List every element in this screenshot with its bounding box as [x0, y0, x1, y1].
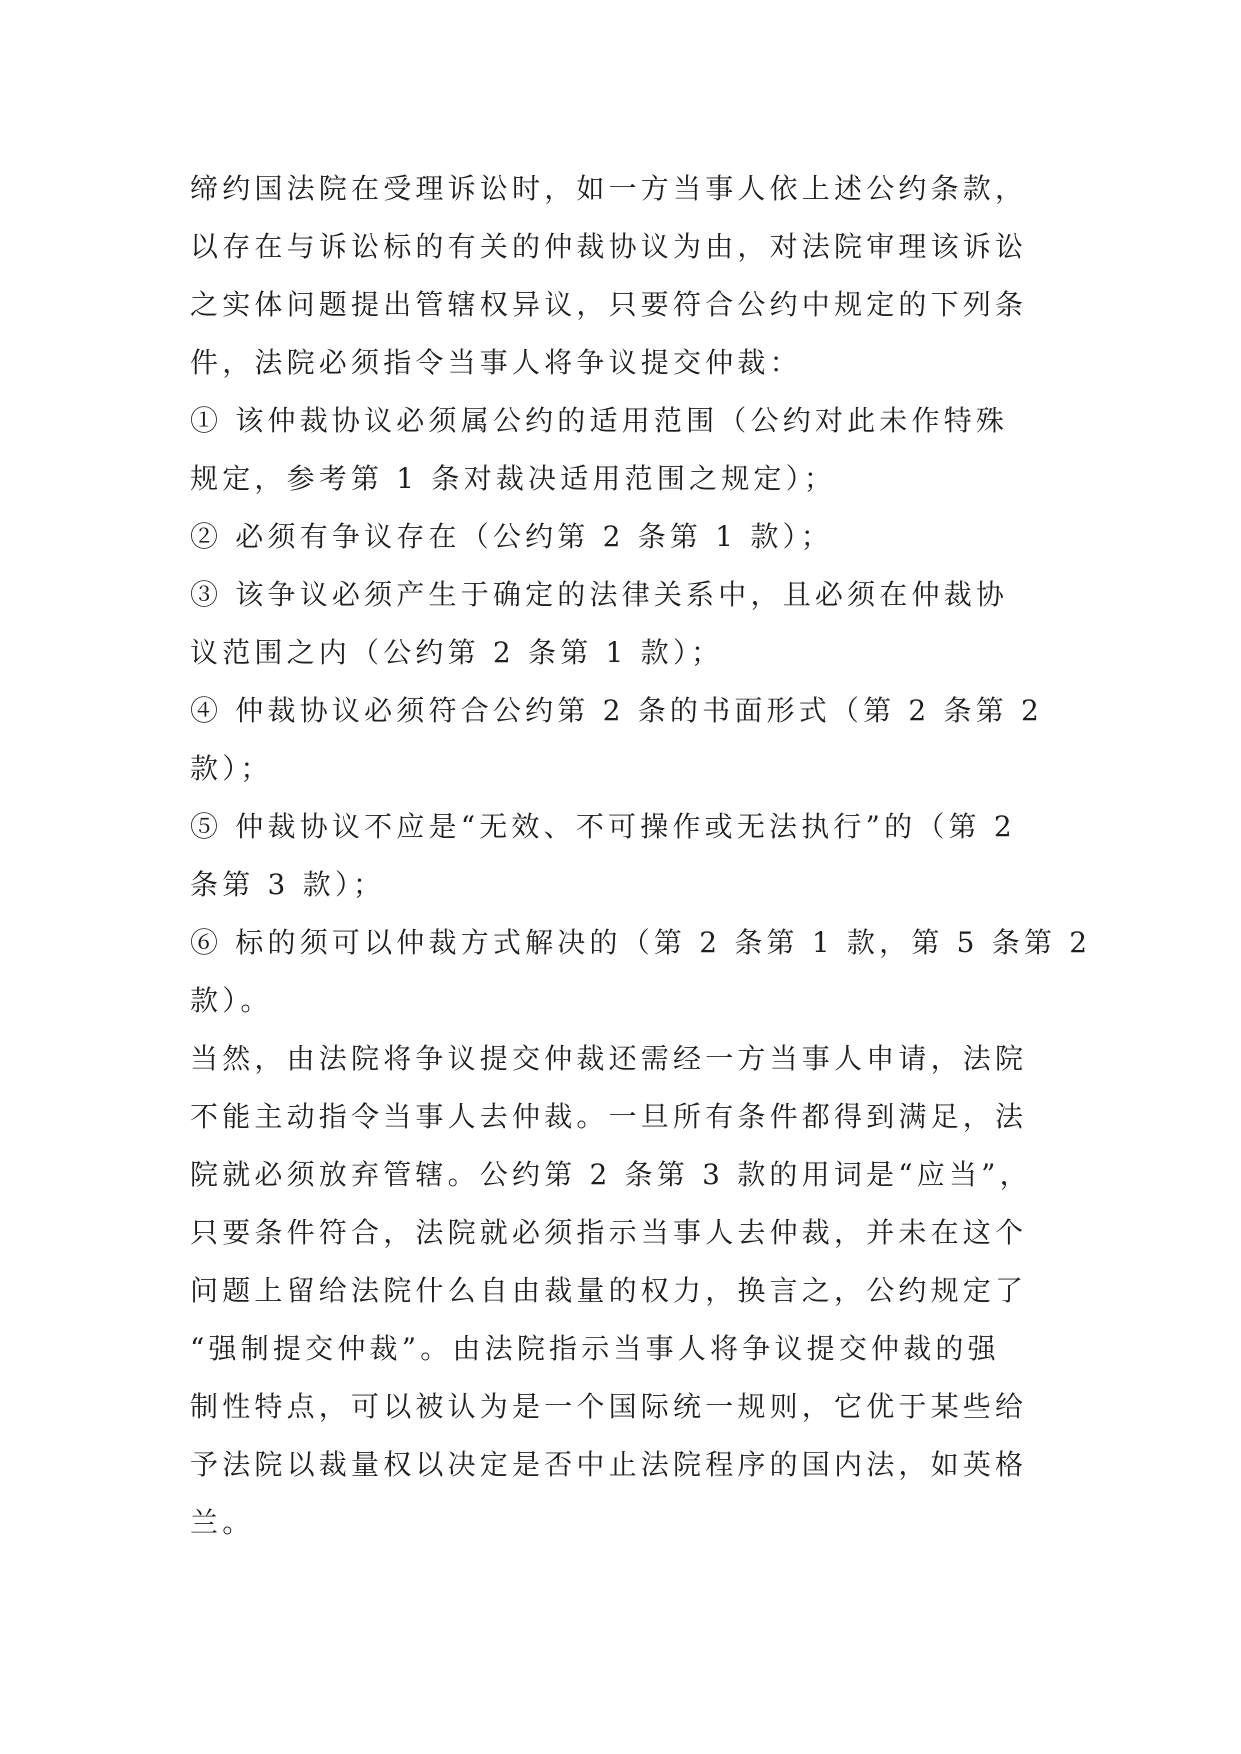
text-line: 规定，参考第 1 条对裁决适用范围之规定）； — [190, 462, 837, 495]
text-line: 只要条件符合，法院就必须指示当事人去仲裁，并未在这个 — [190, 1216, 1028, 1249]
text-line: 院就必须放弃管辖。公约第 2 条第 3 款的用词是“应当”， — [190, 1158, 1032, 1191]
text-line: 议范围之内（公约第 2 条第 1 款）； — [190, 636, 724, 669]
text-line: 款）； — [190, 752, 273, 785]
text-line: 不能主动指令当事人去仲裁。一旦所有条件都得到满足，法 — [190, 1100, 1028, 1133]
list-item-6: ⑥ 标的须可以仲裁方式解决的（第 2 条第 1 款，第 5 条第 2 — [190, 926, 1092, 959]
text-line: 当然，由法院将争议提交仲裁还需经一方当事人申请，法院 — [190, 1042, 1028, 1075]
text-line: 缔约国法院在受理诉讼时，如一方当事人依上述公约条款， — [190, 172, 1028, 205]
text-line: 兰。 — [190, 1506, 255, 1539]
text-line: 款）。 — [190, 984, 273, 1017]
text-line: 件，法院必须指令当事人将争议提交仲裁： — [190, 346, 802, 379]
list-item-2: ② 必须有争议存在（公约第 2 条第 1 款）； — [190, 520, 833, 553]
text-line: 之实体问题提出管辖权异议，只要符合公约中规定的下列条 — [190, 288, 1028, 321]
text-line: 条第 3 款）； — [190, 868, 386, 901]
text-line: “强制提交仲裁”。由法院指示当事人将争议提交仲裁的强 — [190, 1332, 1000, 1365]
list-item-3: ③ 该争议必须产生于确定的法律关系中，且必须在仲裁协 — [190, 578, 1009, 611]
text-line: 以存在与诉讼标的有关的仲裁协议为由，对法院审理该诉讼 — [190, 230, 1028, 263]
list-item-5: ⑤ 仲裁协议不应是“无效、不可操作或无法执行”的（第 2 — [190, 810, 1016, 843]
list-item-4: ④ 仲裁协议必须符合公约第 2 条的书面形式（第 2 条第 2 — [190, 694, 1044, 727]
list-item-1: ① 该仲裁协议必须属公约的适用范围（公约对此未作特殊 — [190, 404, 1009, 437]
text-line: 制性特点，可以被认为是一个国际统一规则，它优于某些给 — [190, 1390, 1028, 1423]
document-page — [190, 160, 1092, 1552]
text-line: 予法院以裁量权以决定是否中止法院程序的国内法，如英格 — [190, 1448, 1028, 1481]
text-line: 问题上留给法院什么自由裁量的权力，换言之，公约规定了 — [190, 1274, 1028, 1307]
